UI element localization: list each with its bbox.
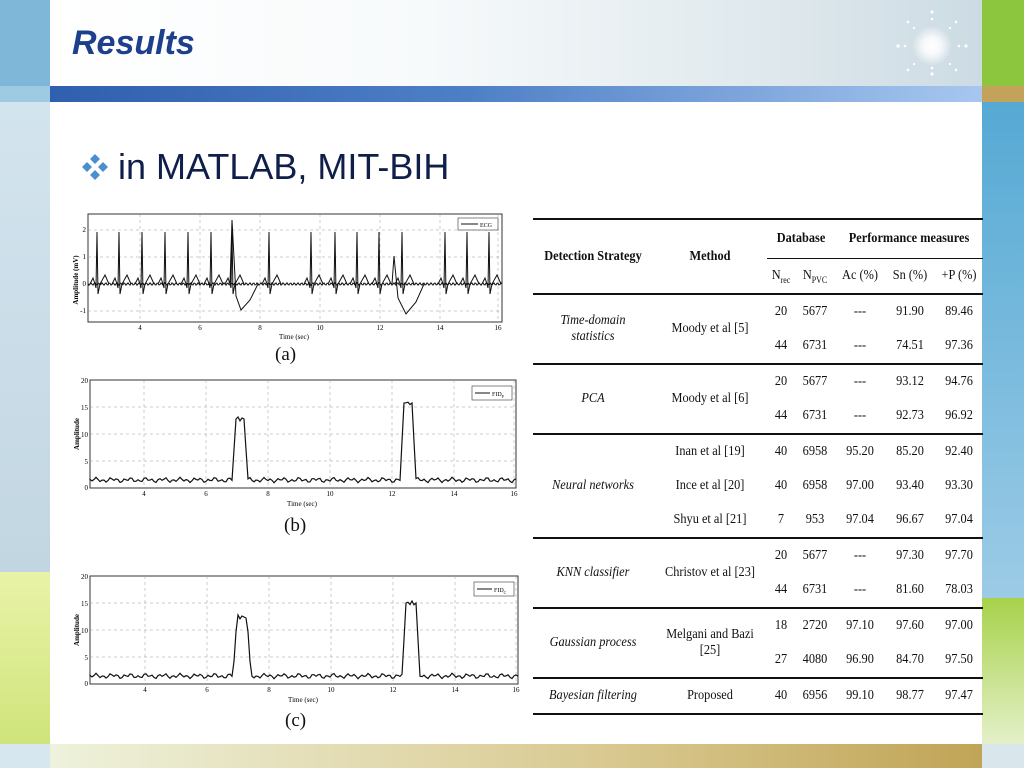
cell-sn: 92.73 xyxy=(896,408,924,423)
cell-npvc: 6731 xyxy=(802,408,828,423)
x-tick-label: 16 xyxy=(510,490,518,498)
right-accent-blue-column xyxy=(982,102,1024,598)
y-tick-label: 1 xyxy=(82,253,86,261)
figure-caption: (c) xyxy=(285,710,307,731)
cell-strategy: KNN classifier xyxy=(540,538,646,608)
cell-p: 78.03 xyxy=(945,582,973,597)
cell-strategy: Neural networks xyxy=(540,434,646,538)
cell-p: 94.76 xyxy=(938,364,980,399)
y-tick-label: 10 xyxy=(81,431,88,439)
legend-text: FID xyxy=(492,392,502,398)
legend xyxy=(474,582,514,596)
left-accent-band xyxy=(0,86,50,102)
results-table xyxy=(533,218,983,715)
table-row xyxy=(533,608,983,643)
cell-ac: --- xyxy=(838,538,882,573)
cell-p: 97.47 xyxy=(938,678,980,714)
legend xyxy=(472,386,512,400)
legend-text: FID xyxy=(494,588,504,594)
cell-ac: 97.00 xyxy=(846,478,874,493)
cell-p: 89.46 xyxy=(938,294,980,329)
figure-caption: (b) xyxy=(284,515,307,536)
cell-nrec: 40 xyxy=(774,478,788,493)
footer-bar xyxy=(50,744,982,768)
y-tick-label: 0 xyxy=(82,280,86,288)
header-npvc-subscript: PVC xyxy=(811,274,828,285)
cell-p: 97.04 xyxy=(945,512,973,527)
x-tick-label: 6 xyxy=(198,324,202,332)
cell-ac: --- xyxy=(853,338,867,353)
cell-nrec: 40 xyxy=(769,678,794,714)
cell-npvc: 953 xyxy=(805,512,825,527)
cell-sn: 96.67 xyxy=(896,512,924,527)
y-tick-label: 2 xyxy=(82,226,86,234)
header-strategy: Detection Strategy xyxy=(540,219,646,294)
cell-npvc: 6958 xyxy=(797,434,832,469)
legend-label xyxy=(492,392,505,399)
x-tick-label: 4 xyxy=(142,490,146,498)
table-row xyxy=(533,364,983,399)
cell-sn: 97.30 xyxy=(888,538,932,573)
x-axis-label: Time (sec) xyxy=(288,696,318,704)
cell-ac: --- xyxy=(838,294,882,329)
header-divider-bar xyxy=(50,86,982,102)
cell-ac: --- xyxy=(838,364,882,399)
cell-npvc: 5677 xyxy=(797,364,832,399)
x-tick-label: 12 xyxy=(376,324,384,332)
cell-p: 96.92 xyxy=(945,408,973,423)
cell-p: 97.36 xyxy=(945,338,973,353)
y-tick-label: 20 xyxy=(81,377,88,385)
legend-label xyxy=(494,588,507,595)
cell-npvc: 2720 xyxy=(797,608,832,643)
x-axis-label: Time (sec) xyxy=(279,333,309,341)
x-tick-label: 6 xyxy=(204,490,208,498)
cell-sn: 97.60 xyxy=(888,608,932,643)
legend-subscript: C xyxy=(503,590,507,595)
table-row xyxy=(533,678,983,714)
header-method: Method xyxy=(660,219,760,294)
x-tick-label: 6 xyxy=(205,686,209,694)
y-tick-label: 15 xyxy=(81,600,88,608)
left-accent-lime-block xyxy=(0,572,50,744)
legend xyxy=(458,218,498,230)
y-tick-label: -1 xyxy=(80,307,86,315)
cell-npvc: 6958 xyxy=(802,478,828,493)
left-accent-block xyxy=(0,0,50,86)
header-nrec-subscript: rec xyxy=(780,274,791,285)
x-tick-label: 8 xyxy=(266,490,270,498)
cell-method: Christov et al [23] xyxy=(660,538,760,608)
cell-sn: 74.51 xyxy=(896,338,924,353)
cell-nrec: 44 xyxy=(774,408,788,423)
cell-p: 92.40 xyxy=(938,434,980,469)
x-tick-label: 10 xyxy=(316,324,324,332)
cell-p: 93.30 xyxy=(945,478,973,493)
x-tick-label: 4 xyxy=(138,324,142,332)
y-tick-label: 10 xyxy=(81,627,88,635)
x-tick-label: 16 xyxy=(512,686,520,694)
cell-sn: 81.60 xyxy=(896,582,924,597)
cell-ac: 97.10 xyxy=(838,608,882,643)
header-npvc xyxy=(797,259,832,295)
cell-method: Shyu et al [21] xyxy=(673,512,747,527)
y-axis-label: Amplitude (mV) xyxy=(72,255,80,305)
cell-nrec: 27 xyxy=(774,652,788,667)
y-tick-label: 5 xyxy=(84,458,88,466)
cell-ac: 97.04 xyxy=(846,512,874,527)
cell-nrec: 40 xyxy=(769,434,794,469)
cell-nrec: 18 xyxy=(769,608,794,643)
cell-ac: 95.20 xyxy=(838,434,882,469)
y-tick-label: 5 xyxy=(84,654,88,662)
diamond-bullet-icon xyxy=(80,152,110,182)
cell-method: Melgani and Bazi [25] xyxy=(660,608,760,678)
cell-npvc: 4080 xyxy=(802,652,828,667)
cell-ac: --- xyxy=(853,408,867,423)
cell-method: Ince et al [20] xyxy=(675,478,745,493)
cell-p: 97.00 xyxy=(938,608,980,643)
cell-npvc: 6731 xyxy=(802,338,828,353)
left-accent-column xyxy=(0,102,50,572)
left-accent-foot xyxy=(0,744,50,768)
cell-nrec: 44 xyxy=(774,338,788,353)
cell-p: 97.70 xyxy=(938,538,980,573)
cell-sn: 98.77 xyxy=(888,678,932,714)
x-tick-label: 8 xyxy=(267,686,271,694)
cell-method: Inan et al [19] xyxy=(660,434,760,469)
cell-sn: 91.90 xyxy=(888,294,932,329)
legend-label: ECG xyxy=(480,223,492,229)
ecg-plot xyxy=(66,210,506,344)
cell-method: Proposed xyxy=(660,678,760,714)
x-tick-label: 14 xyxy=(450,490,458,498)
right-accent-lime-block xyxy=(982,598,1024,744)
cell-sn: 93.40 xyxy=(896,478,924,493)
cell-strategy: PCA xyxy=(540,364,646,434)
right-accent-foot xyxy=(982,744,1024,768)
figure-caption: (a) xyxy=(275,344,297,365)
right-accent-band xyxy=(982,86,1024,102)
cell-npvc: 5677 xyxy=(797,538,832,573)
x-tick-label: 4 xyxy=(143,686,147,694)
cell-method: Moody et al [6] xyxy=(660,364,760,434)
table-header-row xyxy=(533,219,983,259)
cell-npvc: 6956 xyxy=(797,678,832,714)
header-nrec-text: N xyxy=(771,267,781,283)
x-axis-label: Time (sec) xyxy=(287,500,317,508)
slide-title: Results xyxy=(72,24,195,62)
cell-p: 97.50 xyxy=(945,652,973,667)
cell-nrec: 7 xyxy=(777,512,785,527)
cell-nrec: 20 xyxy=(769,294,794,329)
cell-ac: 96.90 xyxy=(846,652,874,667)
x-tick-label: 10 xyxy=(326,490,334,498)
cell-sn: 93.12 xyxy=(888,364,932,399)
x-tick-label: 12 xyxy=(389,686,397,694)
y-tick-label: 0 xyxy=(84,484,88,492)
header-p: +P (%) xyxy=(938,259,980,295)
cell-strategy: Gaussian process xyxy=(540,608,646,678)
cell-nrec: 44 xyxy=(774,582,788,597)
legend-subscript: P xyxy=(501,394,504,399)
y-axis-label: Amplitude xyxy=(73,614,81,646)
table-row xyxy=(533,538,983,573)
fid-p-plot xyxy=(70,376,520,512)
plot-frame xyxy=(90,576,518,684)
cell-strategy: Time-domain statistics xyxy=(540,294,646,364)
x-tick-label: 10 xyxy=(327,686,335,694)
cell-ac: --- xyxy=(853,582,867,597)
cell-npvc: 6731 xyxy=(802,582,828,597)
y-tick-label: 0 xyxy=(84,680,88,688)
x-tick-label: 12 xyxy=(388,490,396,498)
header-performance: Performance measures xyxy=(844,219,974,259)
cell-nrec: 20 xyxy=(769,538,794,573)
cell-sn: 84.70 xyxy=(896,652,924,667)
cell-npvc: 5677 xyxy=(797,294,832,329)
table-row xyxy=(533,434,983,469)
cell-ac: 99.10 xyxy=(838,678,882,714)
header-npvc-text: N xyxy=(802,267,812,283)
header-sn: Sn (%) xyxy=(888,259,932,295)
cell-strategy: Bayesian filtering xyxy=(540,678,646,714)
table-row xyxy=(533,294,983,329)
y-axis-label: Amplitude xyxy=(73,418,81,450)
x-tick-label: 8 xyxy=(258,324,262,332)
sparkle-icon xyxy=(890,6,970,82)
cell-method: Moody et al [5] xyxy=(660,294,760,364)
x-tick-label: 14 xyxy=(451,686,459,694)
right-accent-green-block xyxy=(982,0,1024,86)
cell-sn: 85.20 xyxy=(888,434,932,469)
y-tick-label: 20 xyxy=(81,573,88,581)
y-tick-label: 15 xyxy=(81,404,88,412)
bullet-text: in MATLAB, MIT-BIH xyxy=(118,146,450,187)
x-tick-label: 16 xyxy=(494,324,502,332)
cell-nrec: 20 xyxy=(769,364,794,399)
header-ac: Ac (%) xyxy=(838,259,882,295)
x-tick-label: 14 xyxy=(436,324,444,332)
header-nrec xyxy=(769,259,794,295)
fid-c-plot xyxy=(70,572,522,708)
header-database: Database xyxy=(771,219,831,259)
